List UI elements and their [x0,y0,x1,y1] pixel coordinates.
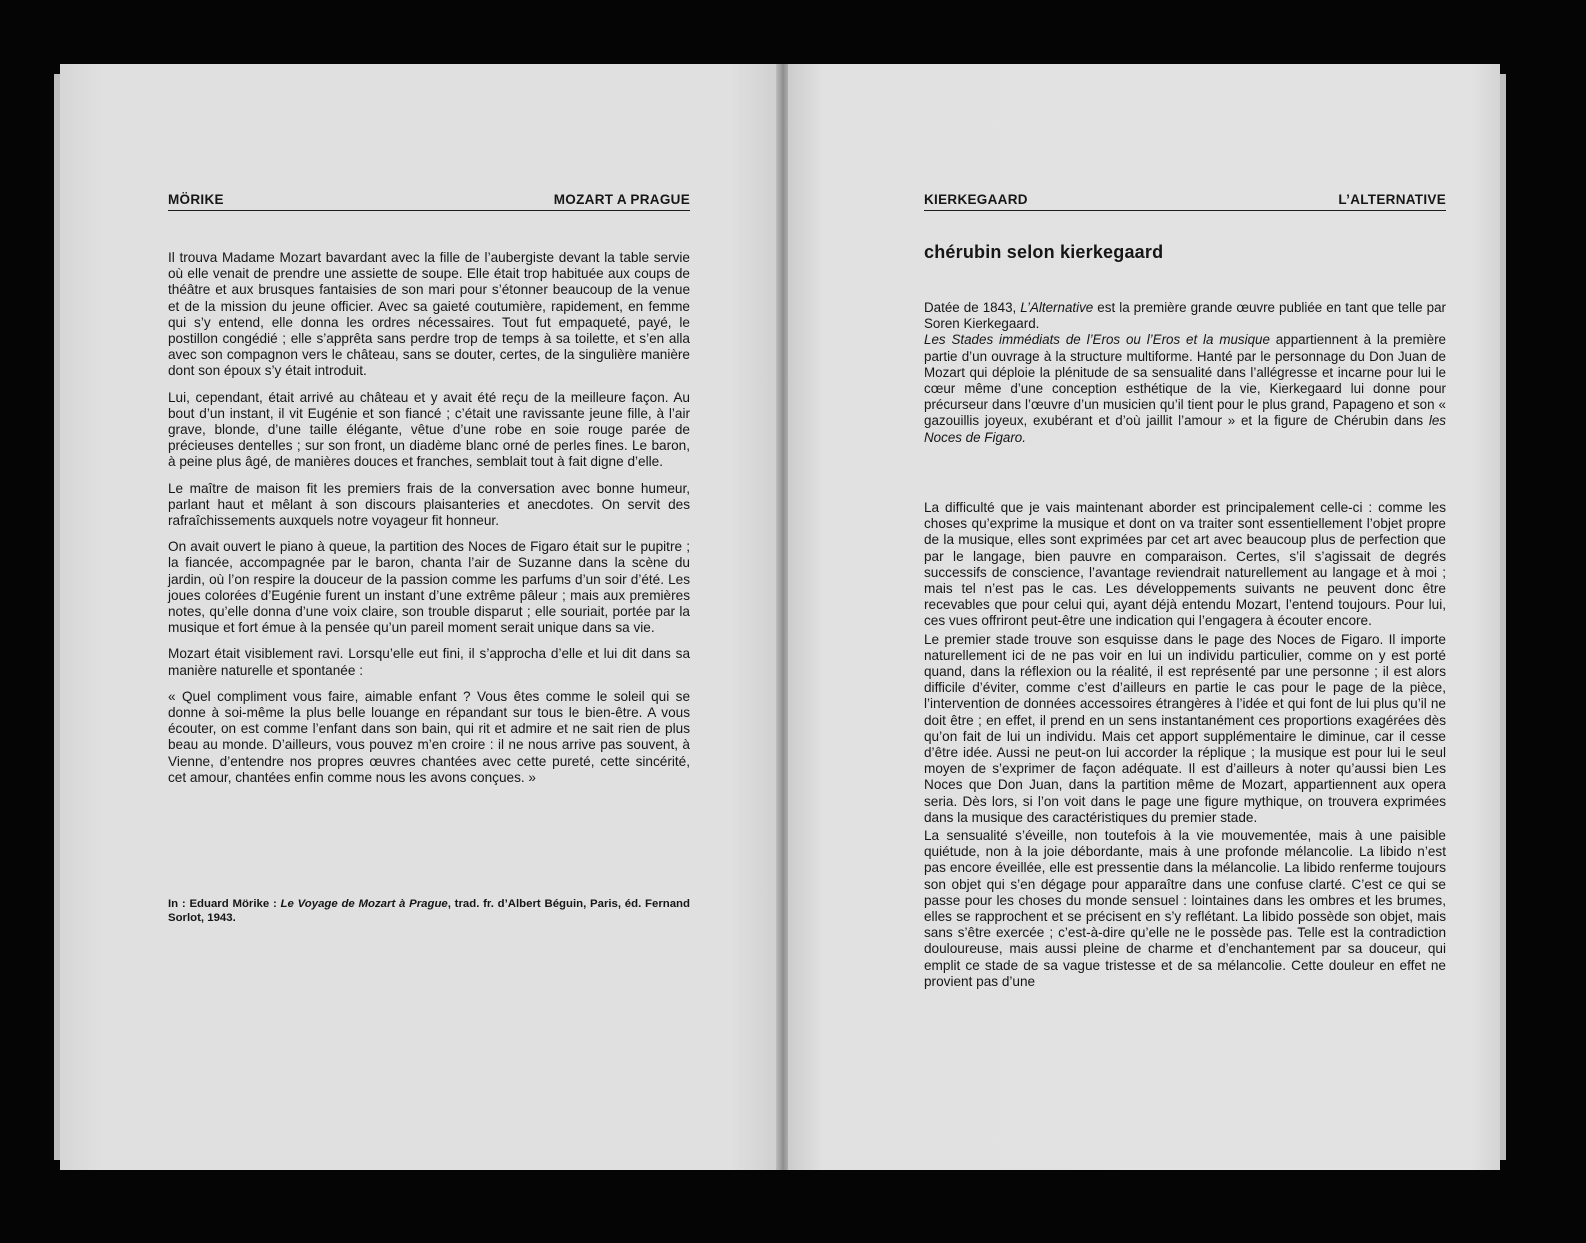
paragraph: On avait ouvert le piano à queue, la partition des Noces de Figaro était sur le pupitre ; la fiancée, accompagnée par le baron, chanta l’air de Suzanne dans la scène du jardin, où l’on respire la douceur de la passion comme les parfums d’un soir d’été. Les joues colorées d’Eugénie furent un instant d’une extrême pâleur ; mais aux premières notes, qu’elle donna d’une voix claire, son trouble disparut ; elle souriait, portée par la musique et fort émue à la pensée qu’un pareil moment serait unique dans sa vie. [168,539,690,636]
book-spread [60,64,1500,1170]
intro-text-run: est la première grande œuvre publiée en tant que telle par Soren Kierkegaard. [924,300,1446,332]
right-page [788,64,1500,1170]
author-header: MÖRIKE [168,192,224,207]
author-header: KIERKEGAARD [924,192,1028,207]
paragraph: Le premier stade trouve son esquisse dans le page des Noces de Figaro. Il importe naturellement ici de ne pas voir en lui un individu particulier, comme on y est porté quand, dans la réflexion ou la réalité, il est représenté par une personne ; il est alors difficile d’éviter, comme c’est d’ailleurs en partie le cas pour le page de la pièce, l’intervention de données accessoires étrangères à l’idée et qui font de lui plus qu’il ne doit être ; en effet, il prend en un sens instantanément ces proportions exagérées dès qu’on fait de lui un individu. Mais cet apport supplémentaire le diminue, car il cesse d’être idée. Aussi ne peut-on lui accorder la réplique ; la musique est pour lui le seul moyen de s’exprimer de façon adéquate. Il est d’ailleurs à noter qu’aussi bien Les Noces que Don Juan, dans la partition même de Mozart, appartiennent aux opera seria. Dès lors, si l’on voit dans le page une figure mythique, on trouvera exprimées dans la musique des caractéristiques du premier stade. [924,631,1446,825]
title-header: L’ALTERNATIVE [1338,192,1446,207]
source-citation [168,898,690,925]
citation-suffix: , trad. fr. d’Albert Béguin, Paris, éd. Fernand Sorlot, 1943. [168,898,690,924]
work-title: L’Alternative [1020,300,1094,315]
right-body-text [924,500,1446,992]
paragraph: Il trouva Madame Mozart bavardant avec la fille de l’aubergiste devant la table servie où elle venait de prendre une assiette de soupe. Elle était trop habituée aux coups de théâtre et aux brusques fantaisies de son mari pour s’étonner beaucoup de la venue et de la mission du jeune officier. Avec sa gaieté coutumière, rapidement, en femme qui s’y entend, elle donna les ordres nécessaires. Tout fut empaqueté, payé, le postillon congédié ; elle s’apprêta sans perdre trop de temps à sa toilette, et s’en alla avec son compagnon vers le château, sans se douter, certes, de la singulière manière dont son époux s’y était introduit. [168,250,690,379]
running-head-right [924,190,1446,211]
citation-title: Le Voyage de Mozart à Prague [280,898,448,910]
work-title: les Noces de Figaro. [924,413,1446,445]
intro-paragraph [924,300,1446,332]
paragraph: « Quel compliment vous faire, aimable enfant ? Vous êtes comme le soleil qui se donne à soi-même la plus belle louange en répandant sur tous le bien-être. A vous écouter, on est comme l’enfant dans son bain, qui rit et admire et ne sait rien de plus beau au monde. D’ailleurs, vous pouvez m’en croire : il ne nous arrive pas souvent, à Vienne, d’entendre nos propres œuvres chantées avec cette pureté, cette sincérité, cet amour, chantées enfin comme nous les avons conçues. » [168,688,690,785]
left-body-text [168,250,690,796]
intro-paragraph [924,332,1446,445]
paragraph: La difficulté que je vais maintenant aborder est principalement celle-ci : comme les choses qu’exprime la musique et dont on va traiter sont essentiellement l’objet propre de la musique, elles sont exprimées par cet art avec beaucoup plus de perfection que par le langage, bien pauvre en comparaison. Certes, s’il s’agissait de degrés successifs de conscience, l’avantage reviendrait naturellement au langage et à moi ; mais tel n’est pas le cas. Les développements suivants ne peuvent donc être recevables que pour celui qui, ayant déjà entendu Mozart, l’entend toujours. Pour lui, ces vues offriront peut-être une indication qui l’engagera à écouter encore. [924,500,1446,629]
citation-prefix: In : Eduard Mörike : [168,898,281,910]
intro-text [924,300,1446,446]
running-head-left [168,190,690,211]
title-header: MOZART A PRAGUE [553,192,690,207]
paragraph: Lui, cependant, était arrivé au château et y avait été reçu de la meilleure façon. Au bout d’un instant, il vit Eugénie et son fiancé ; c’était une ravissante jeune fille, à l’air grave, blonde, d’une taille élégante, vêtue d’une robe en soie rouge parée de précieuses dentelles ; sur son front, un diadème blanc orné de perles fines. Le baron, à peine plus âgé, de manières douces et franches, semblait tout à fait digne d’elle. [168,389,690,470]
intro-text-run: Datée de 1843, [924,300,1021,315]
work-title: Les Stades immédiats de l’Eros ou l’Eros et la musique [924,332,1270,348]
paragraph: Mozart était visiblement ravi. Lorsqu’elle eut fini, il s’approcha d’elle et lui dit dans sa manière naturelle et spontanée : [168,646,690,678]
section-title: chérubin selon kierkegaard [924,242,1164,262]
intro-text-run: appartiennent à la première partie d’un ouvrage à la structure multiforme. Hanté par le personnage du Don Juan de Mozart qui déploie la plénitude de sa sensualité dans l’allégresse et incarne pour lui le cœur même d’une conception esthétique de la vie, Kierkegaard lui donne pour précurseur dans l’œuvre d’un musicien qu’il tient pour le plus grand, Papageno et son « gazouillis joyeux, exubérant et d’où jaillit l’amour » et la figure de Chérubin dans [924,332,1446,429]
paragraph: Le maître de maison fit les premiers frais de la conversation avec bonne humeur, parlant haut et mêlant à son discours plaisanteries et anecdotes. On servit des rafraîchissements auxquels notre voyageur fit honneur. [168,480,690,529]
left-page [60,64,780,1170]
page-edge-right [1500,74,1506,1160]
paragraph: La sensualité s’éveille, non toutefois à la vie mouvementée, mais à une paisible quiétude, non à la joie débordante, mais à une profonde mélancolie. La libido n’est pas encore éveillée, elle est pressentie dans la mélancolie. La libido renferme toujours son objet qui s’en dégage pour apparaître dans une confuse clarté. C’est ce qui se passe pour les choses du monde sensuel : lointaines dans les ombres et les brumes, elles se rapprochent et se précisent en s’y reflétant. La libido possède son objet, mais sans s’être exercée ; c’est-à-dire qu’elle ne le possède pas. Telle est la contradiction douloureuse, mais aussi pleine de charme et d’enchantement par sa douceur, qui emplit ce stade de sa vague tristesse et de sa mélancolie. Cette douleur en effet ne provient pas d’une [924,828,1446,989]
